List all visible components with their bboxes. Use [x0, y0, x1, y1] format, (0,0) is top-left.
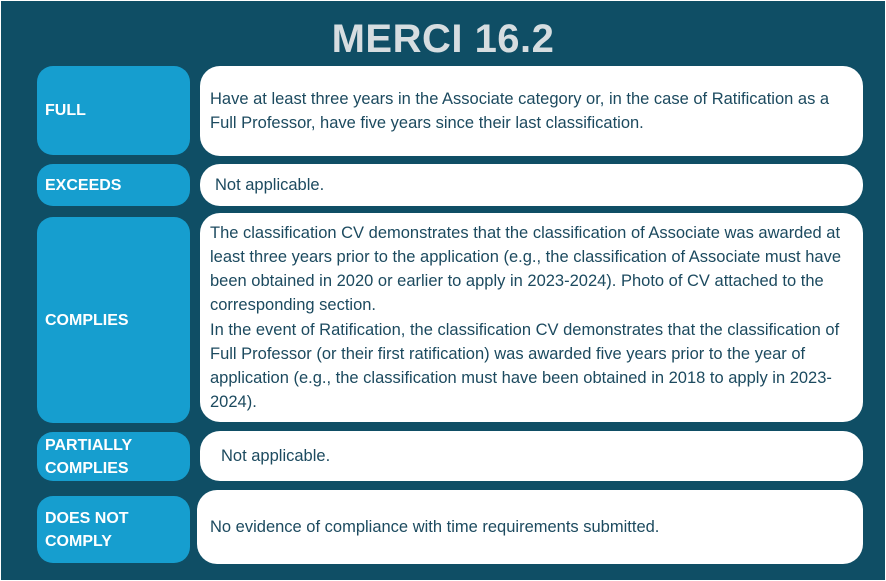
criterion-text-partially-complies	[200, 431, 863, 481]
criterion-paragraph: Have at least three years in the Associate category or, in the case of Ratification as a Full Professor, have five years since their last classification.	[210, 89, 830, 132]
level-label-partially-complies: PARTIALLY COMPLIES	[37, 432, 190, 481]
criterion-paragraph: Not applicable.	[221, 446, 331, 465]
rubric-panel	[1, 1, 885, 580]
criterion-text-complies	[200, 213, 863, 422]
level-label-exceeds: EXCEEDS	[37, 164, 190, 206]
criterion-paragraph: In the event of Ratification, the classification CV demonstrates that the classification of Full Professor (or their first ratification) was awarded five years prior to the year of application (e.g., the classification must have been obtained in 2018 to apply in 2023-2024).	[210, 320, 840, 412]
criterion-paragraph: No evidence of compliance with time requirements submitted.	[210, 517, 660, 536]
level-label-full: FULL	[37, 66, 190, 155]
criterion-text-does-not-comply	[197, 490, 863, 564]
criterion-paragraph: Not applicable.	[215, 175, 325, 194]
page-title: MERCI 16.2	[331, 17, 555, 61]
criterion-text-exceeds	[200, 164, 863, 206]
criterion-paragraph: The classification CV demonstrates that the classification of Associate was awarded at least three years prior to the application (e.g., the classification of Associate must have been obtained in 2020 or earlier to apply in 2023-2024). Photo of CV attached to the corresponding section.	[210, 223, 841, 315]
level-label-does-not-comply: DOES NOT COMPLY	[37, 496, 190, 563]
criterion-text-full	[200, 66, 863, 156]
level-label-complies: COMPLIES	[37, 217, 190, 423]
